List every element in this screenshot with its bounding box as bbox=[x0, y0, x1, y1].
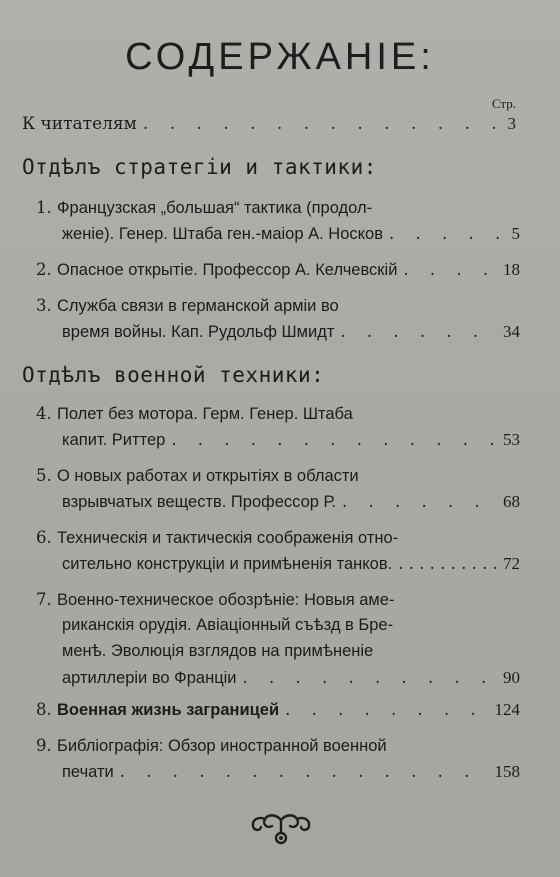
toc-entry-7 bbox=[36, 590, 520, 694]
toc-entry-5 bbox=[36, 466, 520, 518]
entry-line: взрывчатых веществ. Профессор Р. bbox=[62, 493, 336, 511]
entry-line: женіе). Генер. Штаба ген.-маіор А. Носков bbox=[62, 225, 383, 243]
leader-dots bbox=[403, 260, 497, 279]
toc-entry-8 bbox=[36, 700, 520, 726]
toc-entry-1 bbox=[36, 198, 520, 250]
entry-number: 5. bbox=[36, 466, 52, 485]
entry-number: 4. bbox=[36, 404, 52, 423]
ornament-icon bbox=[248, 812, 314, 848]
entry-line: печати bbox=[62, 763, 114, 781]
entry-page: 68 bbox=[503, 492, 520, 511]
entry-number: 6. bbox=[36, 528, 52, 547]
leader-dots bbox=[243, 668, 497, 687]
toc-entry-9 bbox=[36, 736, 520, 788]
toc-entry-4 bbox=[36, 404, 520, 456]
entry-line: риканскія орудія. Авіаціонный съѣзд в Бре- bbox=[62, 616, 394, 634]
leader-dots bbox=[171, 430, 497, 449]
entry-line: О новых работах и открытіях в области bbox=[57, 467, 359, 485]
entry-number: 2. bbox=[36, 260, 52, 279]
entry-page: 90 bbox=[503, 668, 520, 687]
preface-label: К читателям bbox=[22, 114, 137, 134]
entry-number: 7. bbox=[36, 590, 52, 609]
entry-line: артиллеріи во Франціи bbox=[62, 669, 237, 687]
entry-page: 53 bbox=[503, 430, 520, 449]
entry-line: Библіографія: Обзор иностранной военной bbox=[57, 737, 387, 755]
page-column-label: Стр. bbox=[491, 96, 516, 111]
entry-number: 8. bbox=[36, 700, 52, 719]
preface-page: 3 bbox=[507, 114, 516, 133]
entry-page: 72 bbox=[503, 554, 520, 573]
leader-dots bbox=[120, 762, 489, 781]
entry-number: 9. bbox=[36, 736, 52, 755]
toc-entry-2 bbox=[36, 260, 520, 286]
entry-number: 3. bbox=[36, 296, 52, 315]
leader-dots bbox=[285, 700, 488, 719]
entry-line: капит. Риттер bbox=[62, 431, 166, 449]
entry-page: 5 bbox=[511, 224, 520, 243]
section-heading-technology: Отдѣлъ военной техники: bbox=[22, 363, 325, 387]
entry-line: Военная жизнь заграницей bbox=[57, 701, 280, 719]
entry-line: время войны. Кап. Рудольф Шмидт bbox=[62, 323, 335, 341]
entry-line: Техническія и тактическія соображенія отно- bbox=[57, 529, 399, 547]
entry-page: 34 bbox=[503, 322, 520, 341]
entry-page: 18 bbox=[503, 260, 520, 279]
leader-dots bbox=[389, 224, 506, 243]
entry-page: 124 bbox=[494, 700, 520, 719]
section-heading-strategy: Отдѣлъ стратегіи и тактики: bbox=[22, 155, 377, 179]
leader-dots bbox=[340, 322, 497, 341]
entry-line: Полет без мотора. Герм. Генер. Штаба bbox=[57, 405, 353, 423]
entry-page: 158 bbox=[494, 762, 520, 781]
toc-entry-6 bbox=[36, 528, 520, 580]
leader-dots bbox=[143, 114, 502, 134]
entry-number: 1. bbox=[36, 198, 52, 217]
leader-dots bbox=[398, 554, 497, 573]
entry-line: Служба связи в германской арміи во bbox=[57, 297, 339, 315]
toc-entry-3 bbox=[36, 296, 520, 348]
entry-line: Французская „большая“ тактика (продол- bbox=[57, 199, 373, 217]
page-title: СОДЕРЖАНІЕ: bbox=[125, 36, 435, 78]
entry-line: менѣ. Эволюція взглядов на примѣненіе bbox=[62, 642, 374, 660]
entry-line: сительно конструкціи и примѣненія танков. bbox=[62, 555, 393, 573]
preface-entry bbox=[22, 114, 516, 134]
leader-dots bbox=[342, 492, 497, 511]
entry-line: Опасное открытіе. Профессор А. Келчевскій bbox=[57, 261, 398, 279]
entry-line: Военно-техническое обозрѣніе: Новыя аме- bbox=[57, 591, 395, 609]
